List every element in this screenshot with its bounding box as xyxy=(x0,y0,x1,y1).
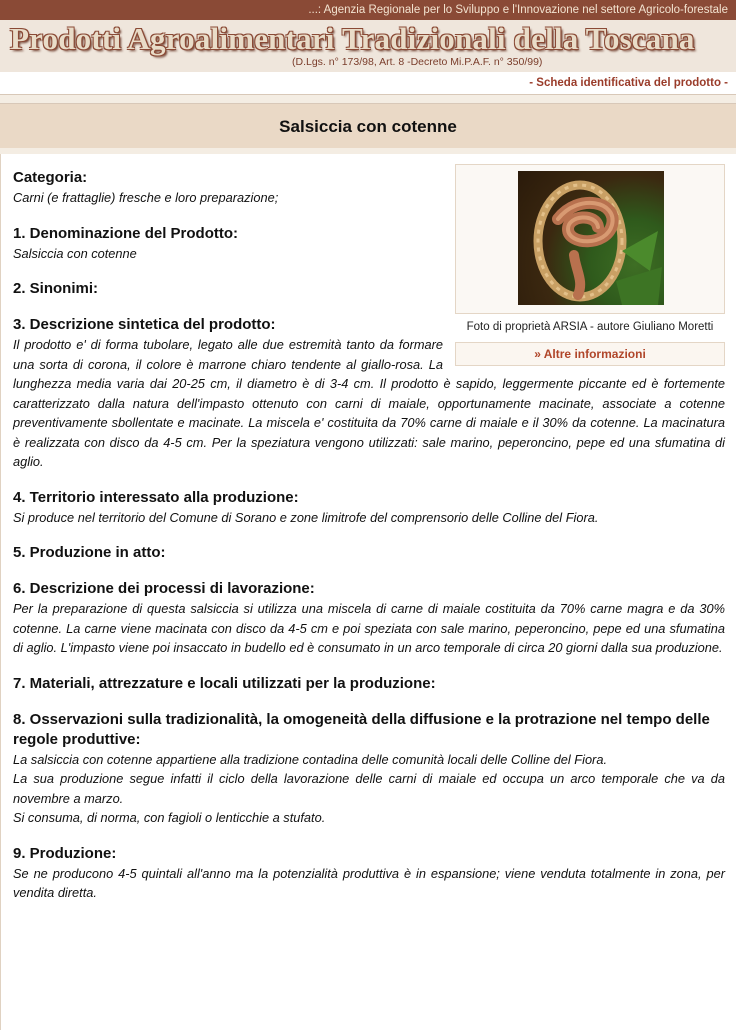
section-heading: 3. Descrizione sintetica del prodotto: xyxy=(13,316,276,333)
section-text: Il prodotto e' di forma tubolare, legato alle due estremità tanto da formare una sorta di corona, il colore è marrone chiaro tendente al giallo-rosa. La lunghezza media varia dai 20-25 cm, il diametro è di 3-4 cm. Il prodotto è sapido, leggermente piccante ed è fortemente caratterizzato dalla natura dell'impasto ottenuto con carni di maiale, opportunamente macinate, associate a cotenne preventivamente sbollentate e macinate. La miscela e' costituita da 70% carne di maiale e il 30% da cotenne. La macinatura è realizzata con disco da 4-5 cm. Per la speziatura vengono utilizzati: sale marino, peperoncino, pepe ed una sfumatina di aglio. xyxy=(13,337,725,469)
section-text-line: Si consuma, di norma, con fagioli o lenticchie a stufato. xyxy=(13,810,326,825)
decree-reference: (D.Lgs. n° 173/98, Art. 8 -Decreto Mi.P.A.F. n° 350/99) xyxy=(292,56,543,68)
section-produzione xyxy=(13,844,725,903)
agency-name: ...: Agenzia Regionale per lo Sviluppo e l'Innovazione nel settore Agricolo-forestale xyxy=(308,4,728,16)
section-heading: 7. Materiali, attrezzature e locali utilizzati per la produzione: xyxy=(13,674,436,692)
product-content xyxy=(13,168,725,919)
section-heading: 5. Produzione in atto: xyxy=(13,544,166,561)
photo-frame xyxy=(455,164,725,314)
product-title-bar xyxy=(0,103,736,148)
section-heading: 8. Osservazioni sulla tradizionalità, la omogeneità della diffusione e la protrazione nel tempo delle regole produttive: xyxy=(13,710,710,748)
section-heading: Categoria: xyxy=(13,169,88,186)
section-text: Per la preparazione di questa salsiccia si utilizza una miscela di carne di maiale costituita da 70% carne magra e da 30% cotenne. La carne viene macinata con disco da 4-5 cm e poi speziata con sale marino, peperoncino, pepe ed una sfumatina di aglio. L'impasto viene poi insaccato in budello ed è consumato in un arco temporale di circa 20 giorni dalla sua produzione. xyxy=(13,601,725,655)
photo-caption: Foto di proprietà ARSIA - autore Giuliano Moretti xyxy=(466,321,714,333)
section-processi xyxy=(13,579,725,658)
spacer xyxy=(0,95,736,103)
section-text: Si produce nel territorio del Comune di Sorano e zone limitrofe del comprensorio delle Colline del Fiora. xyxy=(13,509,599,525)
section-text-line: La salsiccia con cotenne appartiene alla tradizione contadina delle comunità locali delle Colline del Fiora. xyxy=(13,751,607,767)
photo-box xyxy=(455,164,725,366)
section-text: Carni (e frattaglie) fresche e loro preparazione; xyxy=(13,190,279,205)
section-text: Salsiccia con cotenne xyxy=(13,245,137,261)
scheda-label: - Scheda identificativa del prodotto - xyxy=(529,77,728,89)
section-heading: 2. Sinonimi: xyxy=(13,280,99,297)
section-text: Se ne producono 4-5 quintali all'anno ma la potenzialità produttiva è in espansione; viene venduta totalmente in zona, per vendita diretta. xyxy=(13,865,725,900)
product-photo[interactable] xyxy=(518,171,664,305)
more-info-link[interactable]: » Altre informazioni xyxy=(455,342,725,366)
agency-bar xyxy=(0,0,736,20)
section-materiali xyxy=(13,674,725,694)
sausage-ring-illustration xyxy=(518,171,664,305)
section-heading: 6. Descrizione dei processi di lavorazione: xyxy=(13,580,315,597)
section-heading: 4. Territorio interessato alla produzione: xyxy=(13,488,299,506)
section-territorio xyxy=(13,488,725,528)
product-title: Salsiccia con cotenne xyxy=(279,117,457,136)
section-text-line: La sua produzione segue infatti il ciclo della lavorazione delle carni di maiale ed occupa un arco temporale che va da novembre a marzo. xyxy=(13,771,725,806)
section-produzione-in-atto xyxy=(13,543,725,563)
site-title: Prodotti Agroalimentari Tradizionali della Toscana xyxy=(10,21,695,56)
section-osservazioni xyxy=(13,710,725,828)
section-heading: 9. Produzione: xyxy=(13,844,117,862)
site-banner xyxy=(0,20,736,72)
scheda-label-row xyxy=(0,72,736,95)
section-heading: 1. Denominazione del Prodotto: xyxy=(13,224,239,242)
product-card xyxy=(0,154,736,1030)
